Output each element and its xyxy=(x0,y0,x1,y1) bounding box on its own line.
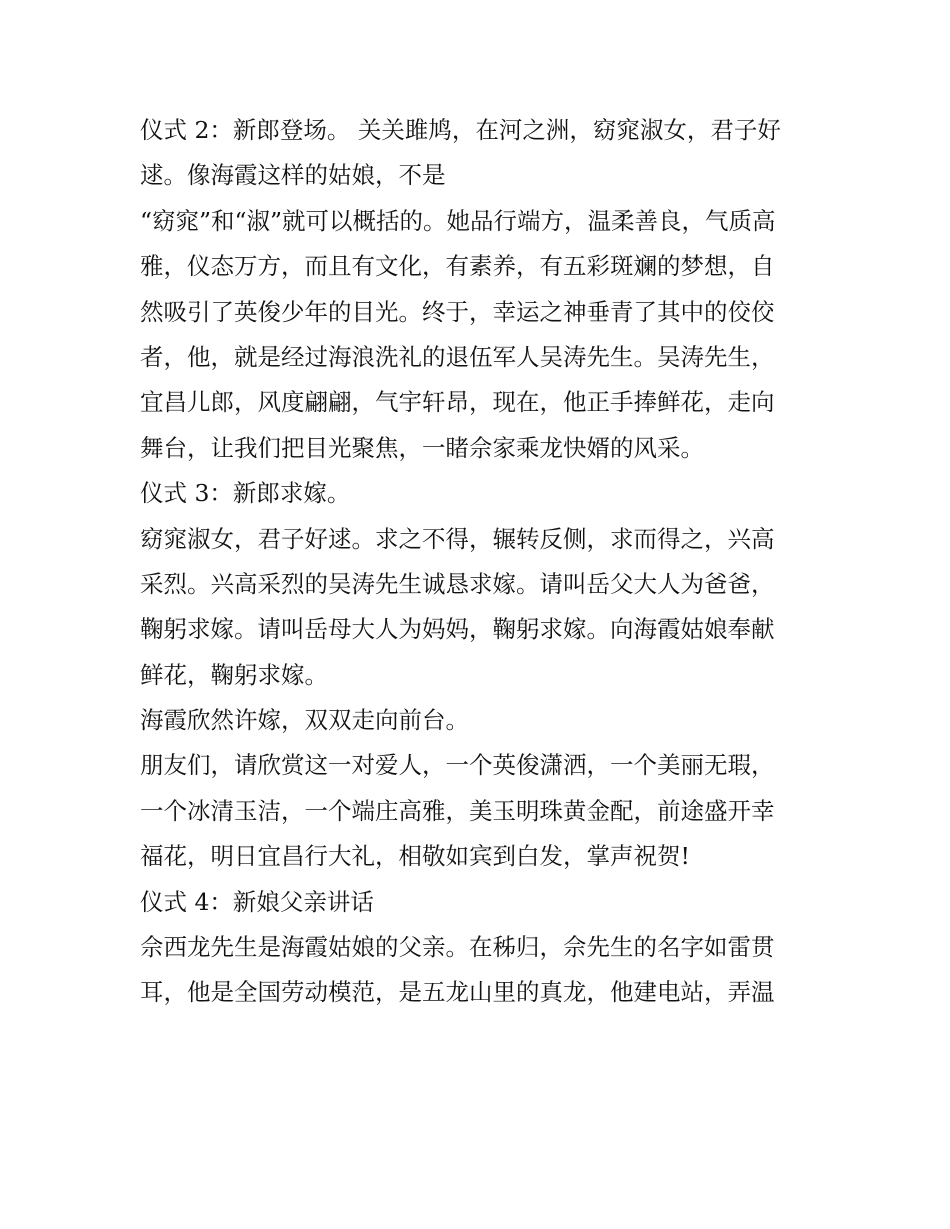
text-line: 朋友们，请欣赏这一对爱人，一个英俊潇洒，一个美丽无瑕， xyxy=(140,751,775,780)
text-line: 宜昌儿郎，风度翩翩，气宇轩昂，现在，他正手捧鲜花，走向 xyxy=(140,388,775,417)
text-line: 然吸引了英俊少年的目光。终于，幸运之神垂青了其中的佼佼 xyxy=(140,297,775,326)
text-line: “窈窕”和“淑”就可以概括的。她品行端方，温柔善良，气质高 xyxy=(140,206,776,235)
text-line: 者，他，就是经过海浪洗礼的退伍军人吴涛先生。吴涛先生， xyxy=(140,342,775,371)
text-line: 海霞欣然许嫁，双双走向前台。 xyxy=(140,706,469,735)
text-line: 采烈。兴高采烈的吴涛先生诚恳求嫁。请叫岳父大人为爸爸， xyxy=(140,569,775,598)
text-line: 鲜花，鞠躬求嫁。 xyxy=(140,660,328,689)
section-heading: 仪式 3：新郎求嫁。 xyxy=(140,479,351,508)
section-heading: 仪式 4：新娘父亲讲话 xyxy=(140,887,374,916)
text-line: 仪式 2：新郎登场。 关关雎鸠，在河之洲，窈窕淑女，君子好 xyxy=(140,116,781,144)
text-line: 逑。像海霞这样的姑娘，不是 xyxy=(140,161,446,190)
text-line: 一个冰清玉洁，一个端庄高雅，美玉明珠黄金配，前途盛开幸 xyxy=(140,796,775,825)
text-line: 窈窕淑女，君子好逑。求之不得，辗转反侧，求而得之，兴高 xyxy=(140,524,775,553)
text-line: 舞台，让我们把目光聚焦，一睹佘家乘龙快婿的风采。 xyxy=(140,433,704,462)
document-body xyxy=(140,108,820,1016)
text-line: 佘西龙先生是海霞姑娘的父亲。在秭归，佘先生的名字如雷贯 xyxy=(140,933,775,962)
text-line: 鞠躬求嫁。请叫岳母大人为妈妈，鞠躬求嫁。向海霞姑娘奉献 xyxy=(140,615,775,644)
text-line: 福花，明日宜昌行大礼，相敬如宾到白发，掌声祝贺! xyxy=(140,842,690,871)
text-line: 耳，他是全国劳动模范，是五龙山里的真龙，他建电站，弄温 xyxy=(140,978,775,1007)
text-line: 雅，仪态万方，而且有文化，有素养，有五彩斑斓的梦想，自 xyxy=(140,252,775,281)
